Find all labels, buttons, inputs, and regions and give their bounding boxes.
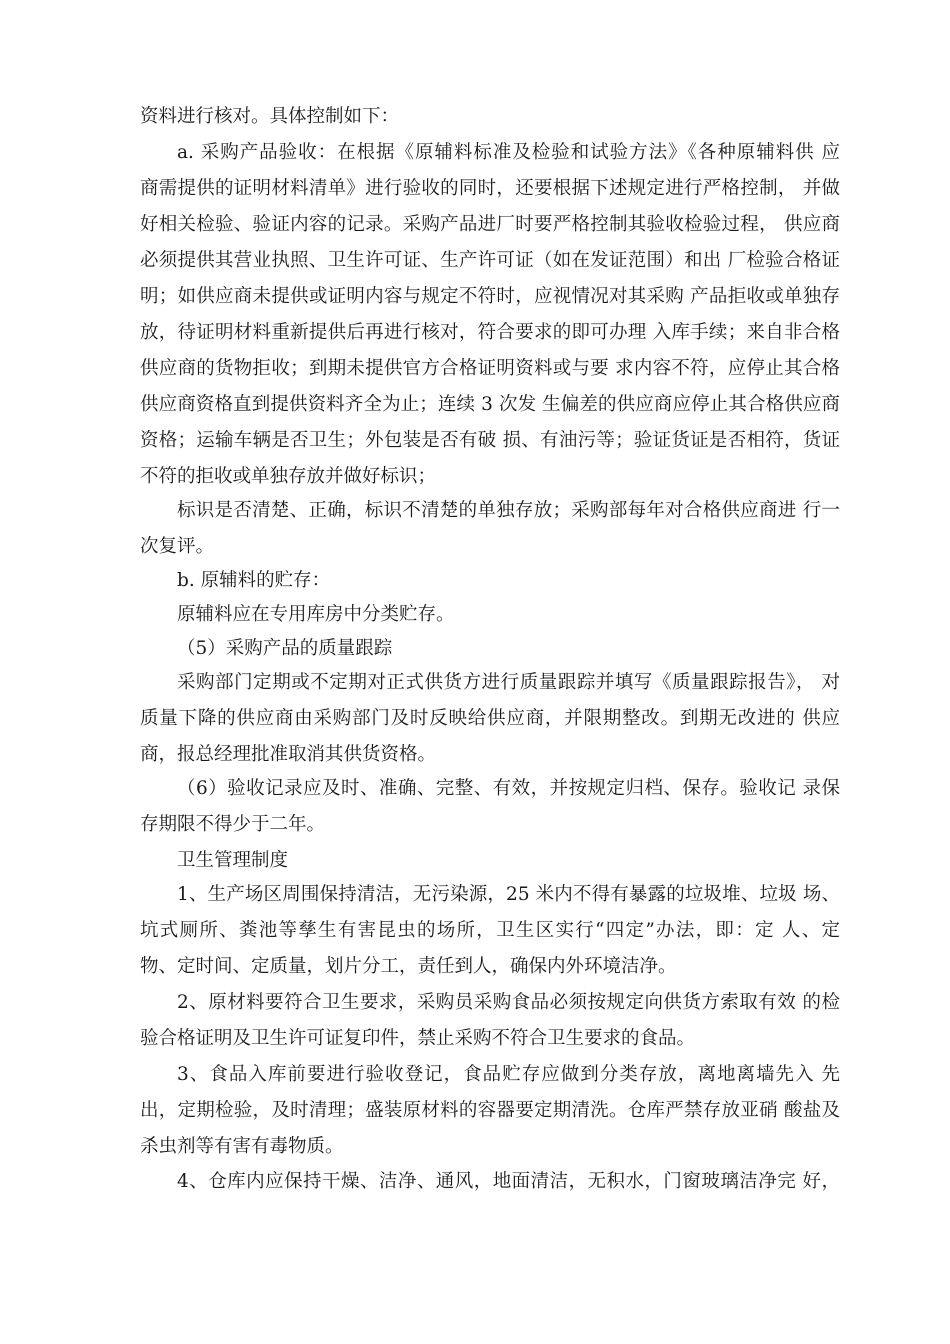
section-heading: （5）采购产品的质量跟踪	[177, 638, 393, 659]
text-line: 验合格证明及卫生许可证复印件，禁止采购不符合卫生要求的食品。	[140, 1028, 696, 1049]
text-line: 2、原材料要符合卫生要求，采购员采购食品必须按规定向供货方索取有效 的检	[177, 992, 840, 1013]
text-line: 出，定期检验，及时清理；盛装原材料的容器要定期清洗。仓库严禁存放亚硝 酸盐及	[140, 1100, 840, 1121]
text-line: 商，报总经理批准取消其供货资格。	[140, 744, 437, 765]
text-line: 质量下降的供应商由采购部门及时反映给供应商，并限期整改。到期无改进的 供应	[140, 708, 840, 729]
text-line: 资料进行核对。具体控制如下：	[140, 106, 400, 127]
text-line: 标识是否清楚、正确，标识不清楚的单独存放；采购部每年对合格供应商进 行一	[177, 500, 840, 521]
text-line: 原辅料应在专用库房中分类贮存。	[177, 604, 455, 625]
text-line: 采购部门定期或不定期对正式供货方进行质量跟踪并填写《质量跟踪报告》， 对	[177, 672, 840, 693]
text-line: 物、定时间、定质量，划片分工，责任到人，确保内外环境洁净。	[140, 956, 677, 977]
text-line: 不符的拒收或单独存放并做好标识；	[140, 466, 437, 487]
text-line: 好相关检验、验证内容的记录。采购产品进厂时要严格控制其验收检验过程， 供应商	[140, 214, 840, 235]
text-line: b. 原辅料的贮存：	[177, 570, 331, 591]
text-line: 1、生产场区周围保持清洁，无污染源，25 米内不得有暴露的垃圾堆、垃圾 场、	[177, 884, 840, 905]
text-line: 4、仓库内应保持干燥、洁净、通风，地面清洁，无积水，门窗玻璃洁净完 好，	[177, 1171, 840, 1192]
text-line: 放，待证明材料重新提供后再进行核对，符合要求的即可办理 入库手续；来自非合格	[140, 322, 840, 343]
text-line: 3、食品入库前要进行验收登记，食品贮存应做到分类存放，离地离墙先入 先	[177, 1064, 840, 1085]
text-line: 次复评。	[140, 536, 215, 557]
text-line: 必须提供其营业执照、卫生许可证、生产许可证（如在发证范围）和出 厂检验合格证	[140, 250, 840, 271]
text-line: 明；如供应商未提供或证明内容与规定不符时，应视情况对其采购 产品拒收或单独存	[140, 286, 840, 307]
section-heading: 卫生管理制度	[177, 850, 289, 871]
text-line: 存期限不得少于二年。	[140, 814, 326, 835]
text-line: 杀虫剂等有害有毒物质。	[140, 1136, 344, 1157]
text-line: 资格；运输车辆是否卫生；外包装是否有破 损、有油污等；验证货证是否相符，货证	[140, 430, 840, 451]
text-line: （6）验收记录应及时、准确、完整、有效，并按规定归档、保存。验收记 录保	[177, 778, 840, 799]
text-line: 坑式厕所、粪池等孳生有害昆虫的场所，卫生区实行“四定”办法，即：定 人、定	[140, 920, 840, 941]
text-line: 供应商的货物拒收；到期未提供官方合格证明资料或与要 求内容不符，应停止其合格	[140, 358, 840, 379]
text-line: 商需提供的证明材料清单》进行验收的同时，还要根据下述规定进行严格控制， 并做	[140, 178, 840, 199]
text-line: a. 采购产品验收：在根据《原辅料标准及检验和试验方法》《各种原辅料供 应	[177, 142, 840, 163]
text-line: 供应商资格直到提供资料齐全为止；连续 3 次发 生偏差的供应商应停止其合格供应商	[140, 394, 840, 415]
